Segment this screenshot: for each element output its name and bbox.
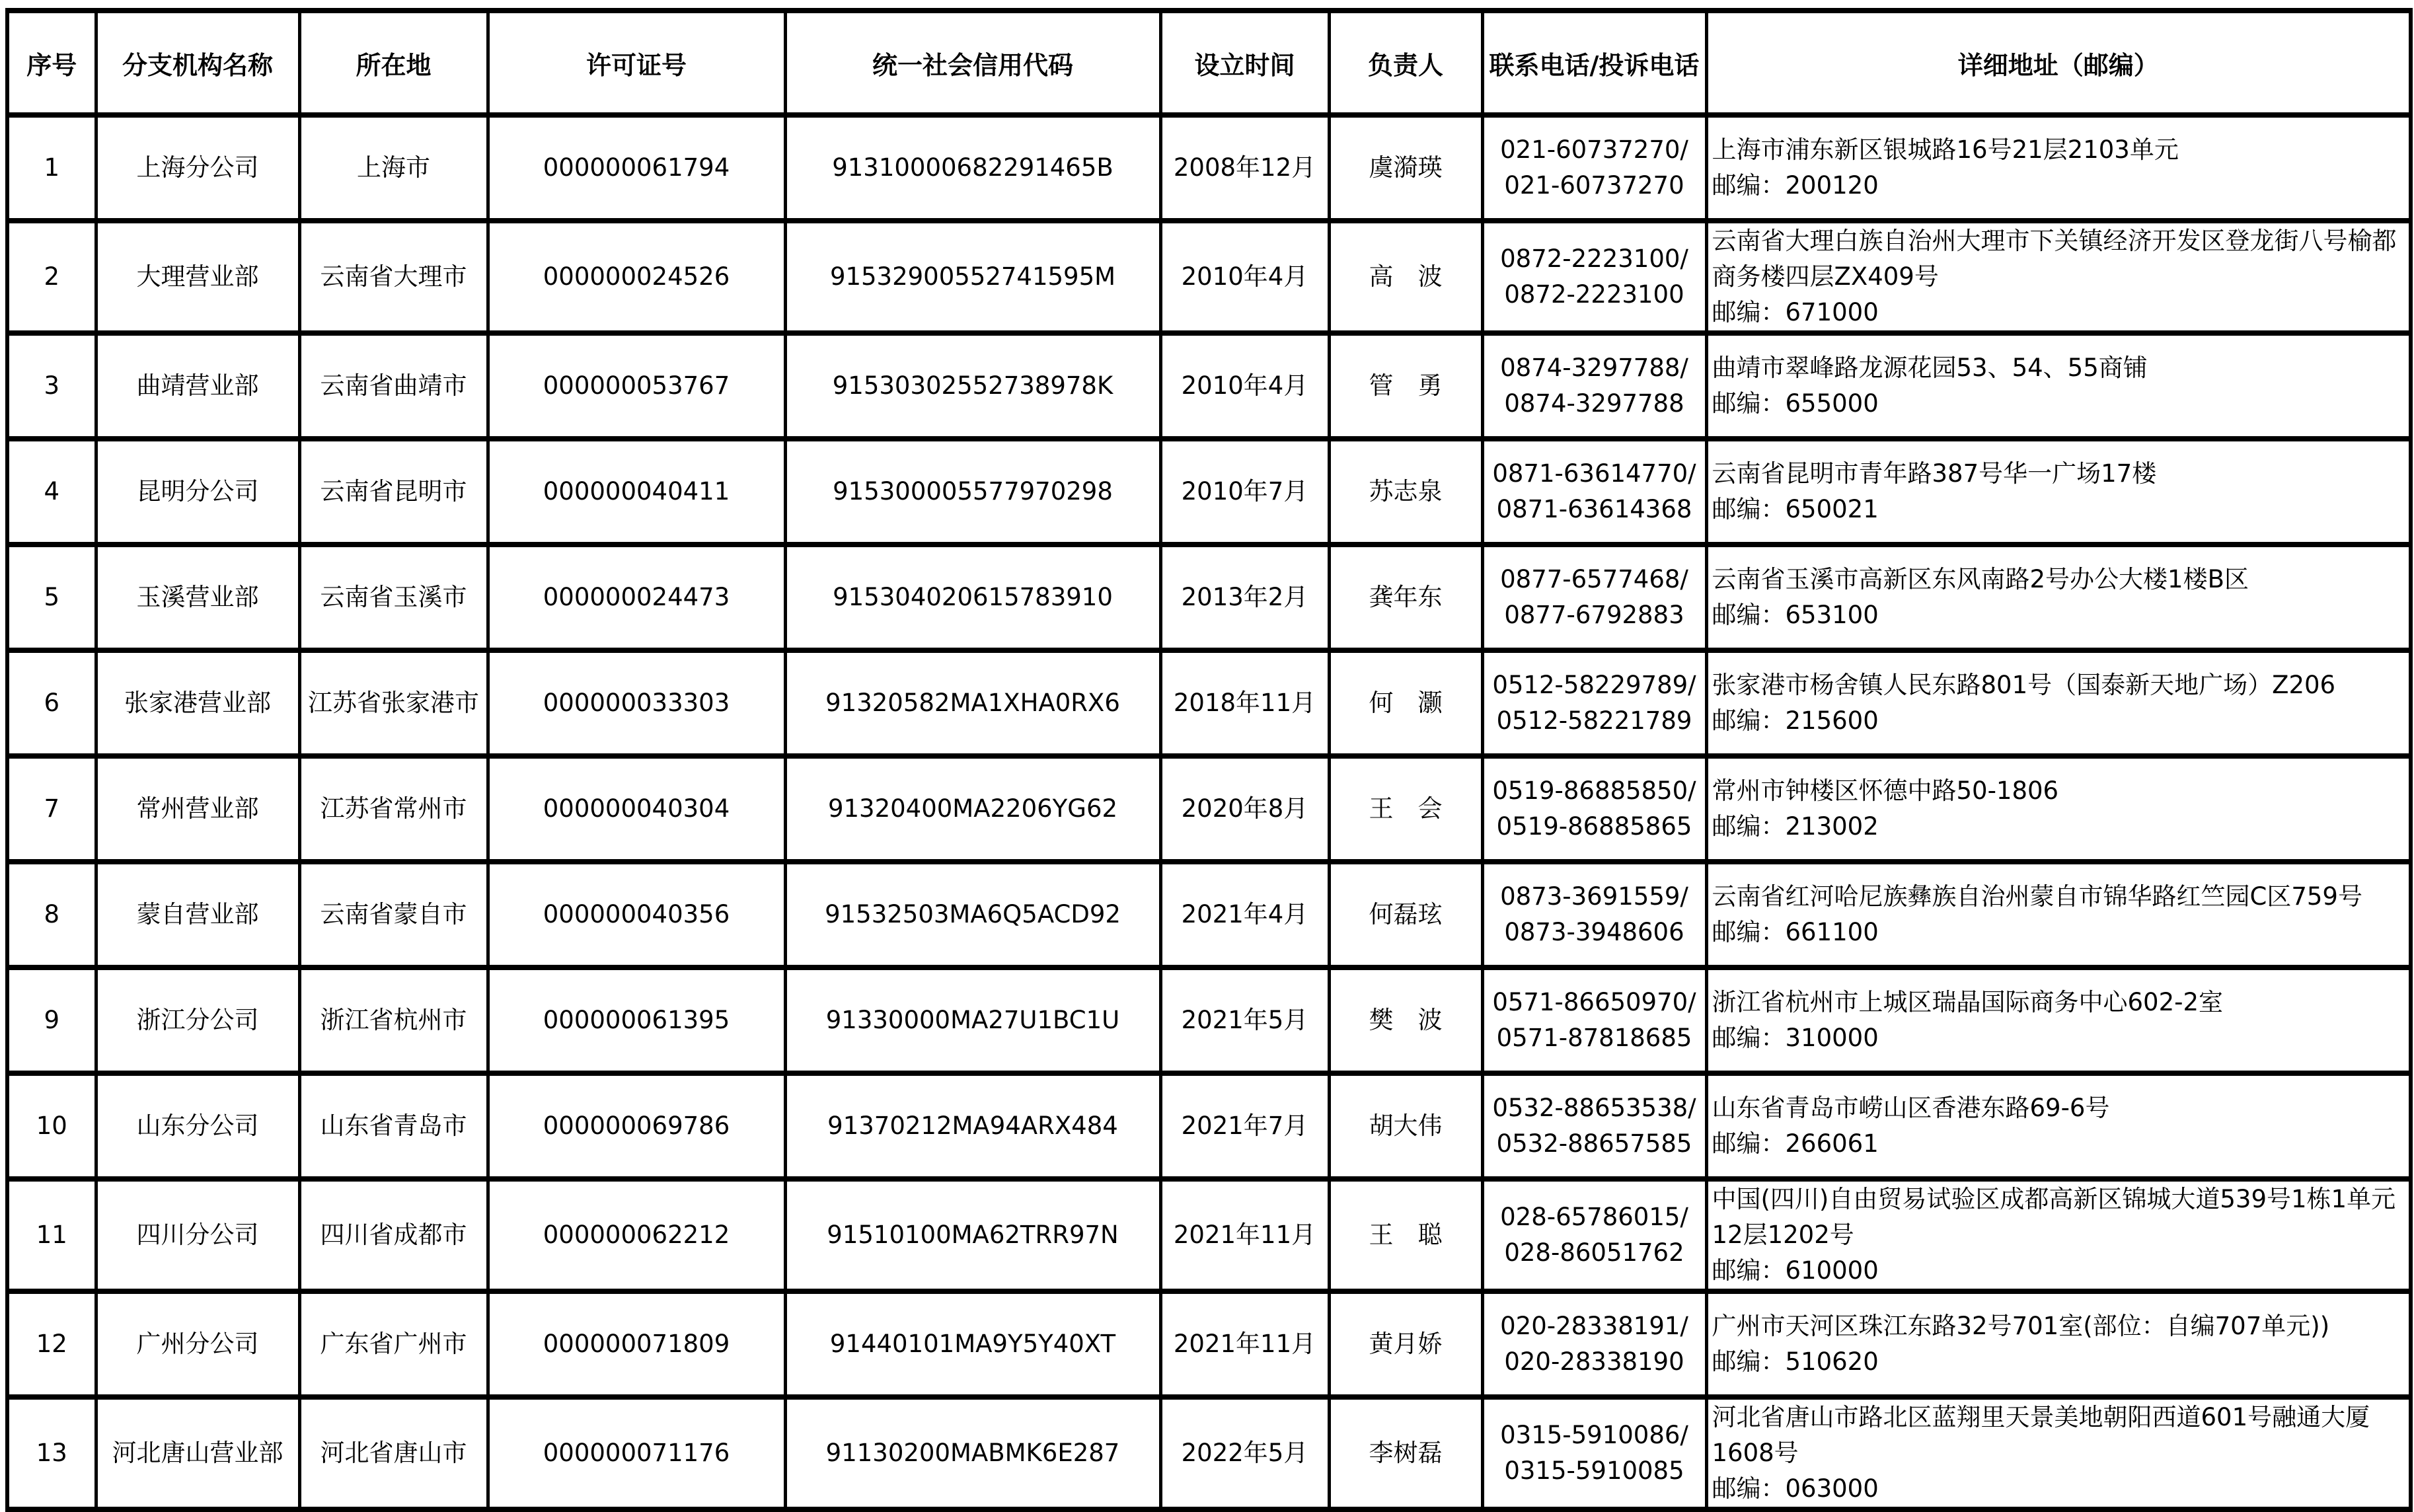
cell-phone [1482, 967, 1706, 1073]
cell-no: 7 [7, 756, 96, 862]
phone-contact: 0532-88653538/ [1492, 1094, 1696, 1122]
cell-location: 四川省成都市 [299, 1179, 488, 1291]
cell-phone [1482, 545, 1706, 650]
cell-location: 广东省广州市 [299, 1291, 488, 1397]
phone-complaint: 0877-6792883 [1504, 601, 1684, 629]
cell-address [1706, 967, 2411, 1073]
header-manager: 负责人 [1329, 11, 1482, 115]
cell-credit-code: 91510100MA62TRR97N [785, 1179, 1160, 1291]
phone-contact: 020-28338191/ [1500, 1312, 1688, 1340]
cell-phone [1482, 1073, 1706, 1179]
postcode-text: 邮编：510620 [1712, 1347, 1879, 1376]
cell-address [1706, 1179, 2411, 1291]
phone-contact: 021-60737270/ [1500, 135, 1688, 164]
postcode-text: 邮编：200120 [1712, 171, 1879, 200]
phone-complaint: 0871-63614368 [1496, 495, 1692, 523]
cell-phone [1482, 115, 1706, 221]
cell-no: 2 [7, 221, 96, 333]
header-credit-code: 统一社会信用代码 [785, 11, 1160, 115]
phone-contact: 0519-86885850/ [1492, 776, 1696, 805]
cell-license: 000000024526 [488, 221, 785, 333]
cell-credit-code: 91532900552741595M [785, 221, 1160, 333]
table-row [7, 1397, 2411, 1509]
cell-manager: 王 聪 [1329, 1179, 1482, 1291]
cell-license: 000000061794 [488, 115, 785, 221]
phone-complaint: 0873-3948606 [1504, 918, 1684, 946]
cell-established: 2010年4月 [1160, 333, 1329, 439]
cell-no: 13 [7, 1397, 96, 1509]
table-row [7, 1291, 2411, 1397]
cell-license: 000000040411 [488, 439, 785, 545]
cell-manager: 管 勇 [1329, 333, 1482, 439]
header-license: 许可证号 [488, 11, 785, 115]
cell-phone [1482, 221, 1706, 333]
table-row [7, 1179, 2411, 1291]
cell-no: 6 [7, 650, 96, 756]
cell-branch-name: 常州营业部 [96, 756, 299, 862]
header-phone: 联系电话/投诉电话 [1482, 11, 1706, 115]
cell-location: 江苏省常州市 [299, 756, 488, 862]
table-row [7, 439, 2411, 545]
phone-complaint: 0512-58221789 [1496, 706, 1692, 735]
cell-manager: 王 会 [1329, 756, 1482, 862]
address-text: 云南省红河哈尼族彝族自治州蒙自市锦华路红竺园C区759号 [1712, 882, 2362, 911]
phone-complaint: 0519-86885865 [1496, 812, 1692, 841]
header-address: 详细地址（邮编） [1706, 11, 2411, 115]
table-header-row [7, 11, 2411, 115]
phone-complaint: 021-60737270 [1504, 171, 1684, 200]
cell-credit-code: 91320400MA2206YG62 [785, 756, 1160, 862]
cell-manager: 李树磊 [1329, 1397, 1482, 1509]
cell-address [1706, 115, 2411, 221]
cell-established: 2022年5月 [1160, 1397, 1329, 1509]
cell-manager: 胡大伟 [1329, 1073, 1482, 1179]
cell-location: 云南省昆明市 [299, 439, 488, 545]
phone-complaint: 028-86051762 [1504, 1238, 1684, 1267]
header-branch-name: 分支机构名称 [96, 11, 299, 115]
cell-established: 2021年11月 [1160, 1291, 1329, 1397]
phone-contact: 0873-3691559/ [1500, 882, 1688, 911]
cell-branch-name: 上海分公司 [96, 115, 299, 221]
cell-no: 11 [7, 1179, 96, 1291]
phone-complaint: 020-28338190 [1504, 1347, 1684, 1376]
postcode-text: 邮编：671000 [1712, 298, 1879, 326]
cell-branch-name: 玉溪营业部 [96, 545, 299, 650]
cell-no: 3 [7, 333, 96, 439]
cell-established: 2013年2月 [1160, 545, 1329, 650]
cell-address [1706, 1073, 2411, 1179]
cell-location: 云南省曲靖市 [299, 333, 488, 439]
cell-credit-code: 91130200MABMK6E287 [785, 1397, 1160, 1509]
cell-credit-code: 91320582MA1XHA0RX6 [785, 650, 1160, 756]
address-text: 山东省青岛市崂山区香港东路69-6号 [1712, 1094, 2110, 1122]
cell-no: 12 [7, 1291, 96, 1397]
phone-complaint: 0872-2223100 [1504, 280, 1684, 309]
cell-established: 2008年12月 [1160, 115, 1329, 221]
cell-established: 2010年4月 [1160, 221, 1329, 333]
cell-address [1706, 1397, 2411, 1509]
header-established: 设立时间 [1160, 11, 1329, 115]
cell-phone [1482, 1397, 1706, 1509]
cell-address [1706, 650, 2411, 756]
cell-manager: 樊 波 [1329, 967, 1482, 1073]
cell-credit-code: 91530302552738978K [785, 333, 1160, 439]
cell-phone [1482, 333, 1706, 439]
phone-contact: 0871-63614770/ [1492, 459, 1696, 488]
cell-credit-code: 91532503MA6Q5ACD92 [785, 862, 1160, 967]
cell-no: 9 [7, 967, 96, 1073]
header-no: 序号 [7, 11, 96, 115]
cell-manager: 高 波 [1329, 221, 1482, 333]
phone-contact: 0872-2223100/ [1500, 245, 1688, 273]
postcode-text: 邮编：661100 [1712, 918, 1879, 946]
cell-branch-name: 张家港营业部 [96, 650, 299, 756]
table-row [7, 650, 2411, 756]
cell-established: 2018年11月 [1160, 650, 1329, 756]
cell-established: 2021年7月 [1160, 1073, 1329, 1179]
phone-complaint: 0315-5910085 [1504, 1456, 1684, 1485]
postcode-text: 邮编：655000 [1712, 389, 1879, 418]
cell-no: 4 [7, 439, 96, 545]
address-text: 云南省玉溪市高新区东风南路2号办公大楼1楼B区 [1712, 565, 2249, 593]
cell-address [1706, 756, 2411, 862]
cell-branch-name: 浙江分公司 [96, 967, 299, 1073]
cell-location: 浙江省杭州市 [299, 967, 488, 1073]
address-text: 云南省大理白族自治州大理市下关镇经济开发区登龙街八号榆都商务楼四层ZX409号 [1712, 227, 2397, 291]
phone-contact: 028-65786015/ [1500, 1203, 1688, 1231]
table-row [7, 1073, 2411, 1179]
cell-credit-code: 91440101MA9Y5Y40XT [785, 1291, 1160, 1397]
cell-branch-name: 河北唐山营业部 [96, 1397, 299, 1509]
cell-credit-code: 915304020615783910 [785, 545, 1160, 650]
postcode-text: 邮编：650021 [1712, 495, 1879, 523]
postcode-text: 邮编：215600 [1712, 706, 1879, 735]
cell-branch-name: 山东分公司 [96, 1073, 299, 1179]
cell-address [1706, 862, 2411, 967]
table-row [7, 967, 2411, 1073]
table-row [7, 333, 2411, 439]
cell-credit-code: 91370212MA94ARX484 [785, 1073, 1160, 1179]
address-text: 浙江省杭州市上城区瑞晶国际商务中心602-2室 [1712, 988, 2224, 1016]
cell-address [1706, 221, 2411, 333]
cell-branch-name: 大理营业部 [96, 221, 299, 333]
cell-manager: 何 灏 [1329, 650, 1482, 756]
cell-license: 000000069786 [488, 1073, 785, 1179]
phone-contact: 0512-58229789/ [1492, 671, 1696, 699]
cell-no: 10 [7, 1073, 96, 1179]
cell-manager: 龚年东 [1329, 545, 1482, 650]
postcode-text: 邮编：310000 [1712, 1024, 1879, 1052]
cell-phone [1482, 862, 1706, 967]
cell-location: 河北省唐山市 [299, 1397, 488, 1509]
cell-phone [1482, 1179, 1706, 1291]
cell-license: 000000040304 [488, 756, 785, 862]
postcode-text: 邮编：610000 [1712, 1256, 1879, 1285]
table-row [7, 221, 2411, 333]
postcode-text: 邮编：063000 [1712, 1474, 1879, 1503]
address-text: 中国(四川)自由贸易试验区成都高新区锦城大道539号1栋1单元12层1202号 [1712, 1185, 2396, 1249]
cell-branch-name: 四川分公司 [96, 1179, 299, 1291]
cell-branch-name: 昆明分公司 [96, 439, 299, 545]
header-location: 所在地 [299, 11, 488, 115]
cell-license: 000000062212 [488, 1179, 785, 1291]
cell-phone [1482, 1291, 1706, 1397]
postcode-text: 邮编：653100 [1712, 601, 1879, 629]
cell-established: 2020年8月 [1160, 756, 1329, 862]
address-text: 河北省唐山市路北区蓝翔里天景美地朝阳西道601号融通大厦1608号 [1712, 1403, 2370, 1467]
phone-complaint: 0571-87818685 [1496, 1024, 1692, 1052]
cell-address [1706, 333, 2411, 439]
cell-license: 000000053767 [488, 333, 785, 439]
cell-credit-code: 915300005577970298 [785, 439, 1160, 545]
address-text: 常州市钟楼区怀德中路50-1806 [1712, 776, 2059, 805]
cell-no: 8 [7, 862, 96, 967]
phone-contact: 0877-6577468/ [1500, 565, 1688, 593]
address-text: 曲靖市翠峰路龙源花园53、54、55商铺 [1712, 354, 2148, 382]
branch-table [5, 8, 2413, 1512]
table-row [7, 115, 2411, 221]
cell-manager: 虞漪瑛 [1329, 115, 1482, 221]
cell-location: 上海市 [299, 115, 488, 221]
address-text: 广州市天河区珠江东路32号701室(部位：自编707单元)) [1712, 1312, 2330, 1340]
table-row [7, 545, 2411, 650]
cell-established: 2010年7月 [1160, 439, 1329, 545]
table-row [7, 756, 2411, 862]
cell-license: 000000071809 [488, 1291, 785, 1397]
postcode-text: 邮编：266061 [1712, 1129, 1879, 1158]
cell-location: 江苏省张家港市 [299, 650, 488, 756]
cell-license: 000000040356 [488, 862, 785, 967]
address-text: 张家港市杨舍镇人民东路801号（国泰新天地广场）Z206 [1712, 671, 2336, 699]
cell-established: 2021年4月 [1160, 862, 1329, 967]
cell-address [1706, 545, 2411, 650]
cell-no: 1 [7, 115, 96, 221]
cell-location: 云南省玉溪市 [299, 545, 488, 650]
cell-license: 000000033303 [488, 650, 785, 756]
cell-license: 000000061395 [488, 967, 785, 1073]
phone-contact: 0874-3297788/ [1500, 354, 1688, 382]
cell-credit-code: 91310000682291465B [785, 115, 1160, 221]
cell-no: 5 [7, 545, 96, 650]
cell-manager: 黄月娇 [1329, 1291, 1482, 1397]
cell-credit-code: 91330000MA27U1BC1U [785, 967, 1160, 1073]
cell-manager: 苏志泉 [1329, 439, 1482, 545]
address-text: 上海市浦东新区银城路16号21层2103单元 [1712, 135, 2179, 164]
phone-contact: 0315-5910086/ [1500, 1421, 1688, 1449]
phone-complaint: 0874-3297788 [1504, 389, 1684, 418]
cell-branch-name: 蒙自营业部 [96, 862, 299, 967]
cell-established: 2021年5月 [1160, 967, 1329, 1073]
cell-established: 2021年11月 [1160, 1179, 1329, 1291]
cell-branch-name: 广州分公司 [96, 1291, 299, 1397]
cell-license: 000000071176 [488, 1397, 785, 1509]
cell-location: 山东省青岛市 [299, 1073, 488, 1179]
cell-phone [1482, 439, 1706, 545]
cell-phone [1482, 756, 1706, 862]
cell-branch-name: 曲靖营业部 [96, 333, 299, 439]
cell-location: 云南省蒙自市 [299, 862, 488, 967]
phone-complaint: 0532-88657585 [1496, 1129, 1692, 1158]
cell-phone [1482, 650, 1706, 756]
cell-address [1706, 439, 2411, 545]
cell-location: 云南省大理市 [299, 221, 488, 333]
cell-address [1706, 1291, 2411, 1397]
postcode-text: 邮编：213002 [1712, 812, 1879, 841]
cell-license: 000000024473 [488, 545, 785, 650]
cell-manager: 何磊玹 [1329, 862, 1482, 967]
address-text: 云南省昆明市青年路387号华一广场17楼 [1712, 459, 2157, 488]
phone-contact: 0571-86650970/ [1492, 988, 1696, 1016]
table-row [7, 862, 2411, 967]
